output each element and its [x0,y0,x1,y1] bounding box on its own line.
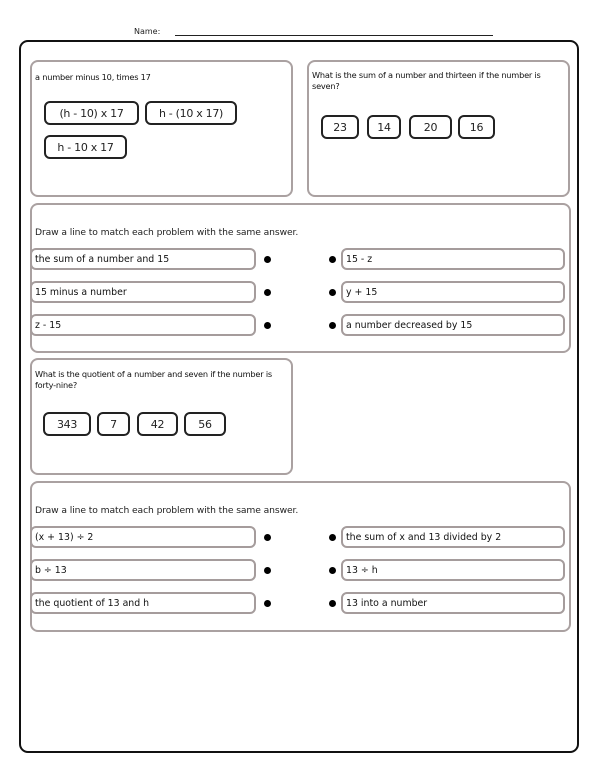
matching-1-right-dot-2[interactable] [329,289,336,296]
matching-1-right-2[interactable]: y + 15 [341,281,565,303]
choice-3a[interactable]: 343 [43,412,91,436]
choice-2d[interactable]: 16 [458,115,495,139]
matching-1-right-dot-3[interactable] [329,322,336,329]
choice-1c[interactable]: h - 10 x 17 [44,135,127,159]
name-label: Name: [134,27,161,36]
matching-2-right-dot-2[interactable] [329,567,336,574]
matching-2-right-dot-3[interactable] [329,600,336,607]
matching-2-right-3[interactable]: 13 into a number [341,592,565,614]
matching-2-left-3[interactable]: the quotient of 13 and h [30,592,256,614]
matching-1-right-1[interactable]: 15 - z [341,248,565,270]
matching-1-left-dot-3[interactable] [264,322,271,329]
choice-2b[interactable]: 14 [367,115,401,139]
question-2-prompt: What is the sum of a number and thirteen if the number is seven? [312,70,541,91]
matching-2-left-2[interactable]: b ÷ 13 [30,559,256,581]
choice-3c[interactable]: 42 [137,412,178,436]
matching-1-left-1[interactable]: the sum of a number and 15 [30,248,256,270]
matching-1-box [30,203,571,353]
matching-1-right-3[interactable]: a number decreased by 15 [341,314,565,336]
matching-2-instruction: Draw a line to match each problem with the same answer. [35,505,299,516]
matching-2-left-dot-3[interactable] [264,600,271,607]
question-2-box [307,60,570,197]
question-3-box [30,358,293,475]
choice-2a[interactable]: 23 [321,115,359,139]
choice-2c[interactable]: 20 [409,115,452,139]
question-1-prompt: a number minus 10, times 17 [35,72,151,82]
choice-3b[interactable]: 7 [97,412,130,436]
matching-2-right-dot-1[interactable] [329,534,336,541]
choice-1b[interactable]: h - (10 x 17) [145,101,237,125]
matching-1-left-dot-2[interactable] [264,289,271,296]
matching-1-left-3[interactable]: z - 15 [30,314,256,336]
question-1-box [30,60,293,197]
matching-2-left-dot-2[interactable] [264,567,271,574]
matching-1-right-dot-1[interactable] [329,256,336,263]
matching-1-instruction: Draw a line to match each problem with the same answer. [35,227,299,238]
matching-2-right-1[interactable]: the sum of x and 13 divided by 2 [341,526,565,548]
matching-2-left-1[interactable]: (x + 13) ÷ 2 [30,526,256,548]
choice-3d[interactable]: 56 [184,412,226,436]
name-input-line[interactable] [175,35,493,36]
matching-2-box [30,481,571,632]
matching-2-right-2[interactable]: 13 ÷ h [341,559,565,581]
question-3-prompt: What is the quotient of a number and seven if the number is forty-nine? [35,369,272,390]
matching-1-left-2[interactable]: 15 minus a number [30,281,256,303]
matching-1-left-dot-1[interactable] [264,256,271,263]
choice-1a[interactable]: (h - 10) x 17 [44,101,139,125]
matching-2-left-dot-1[interactable] [264,534,271,541]
